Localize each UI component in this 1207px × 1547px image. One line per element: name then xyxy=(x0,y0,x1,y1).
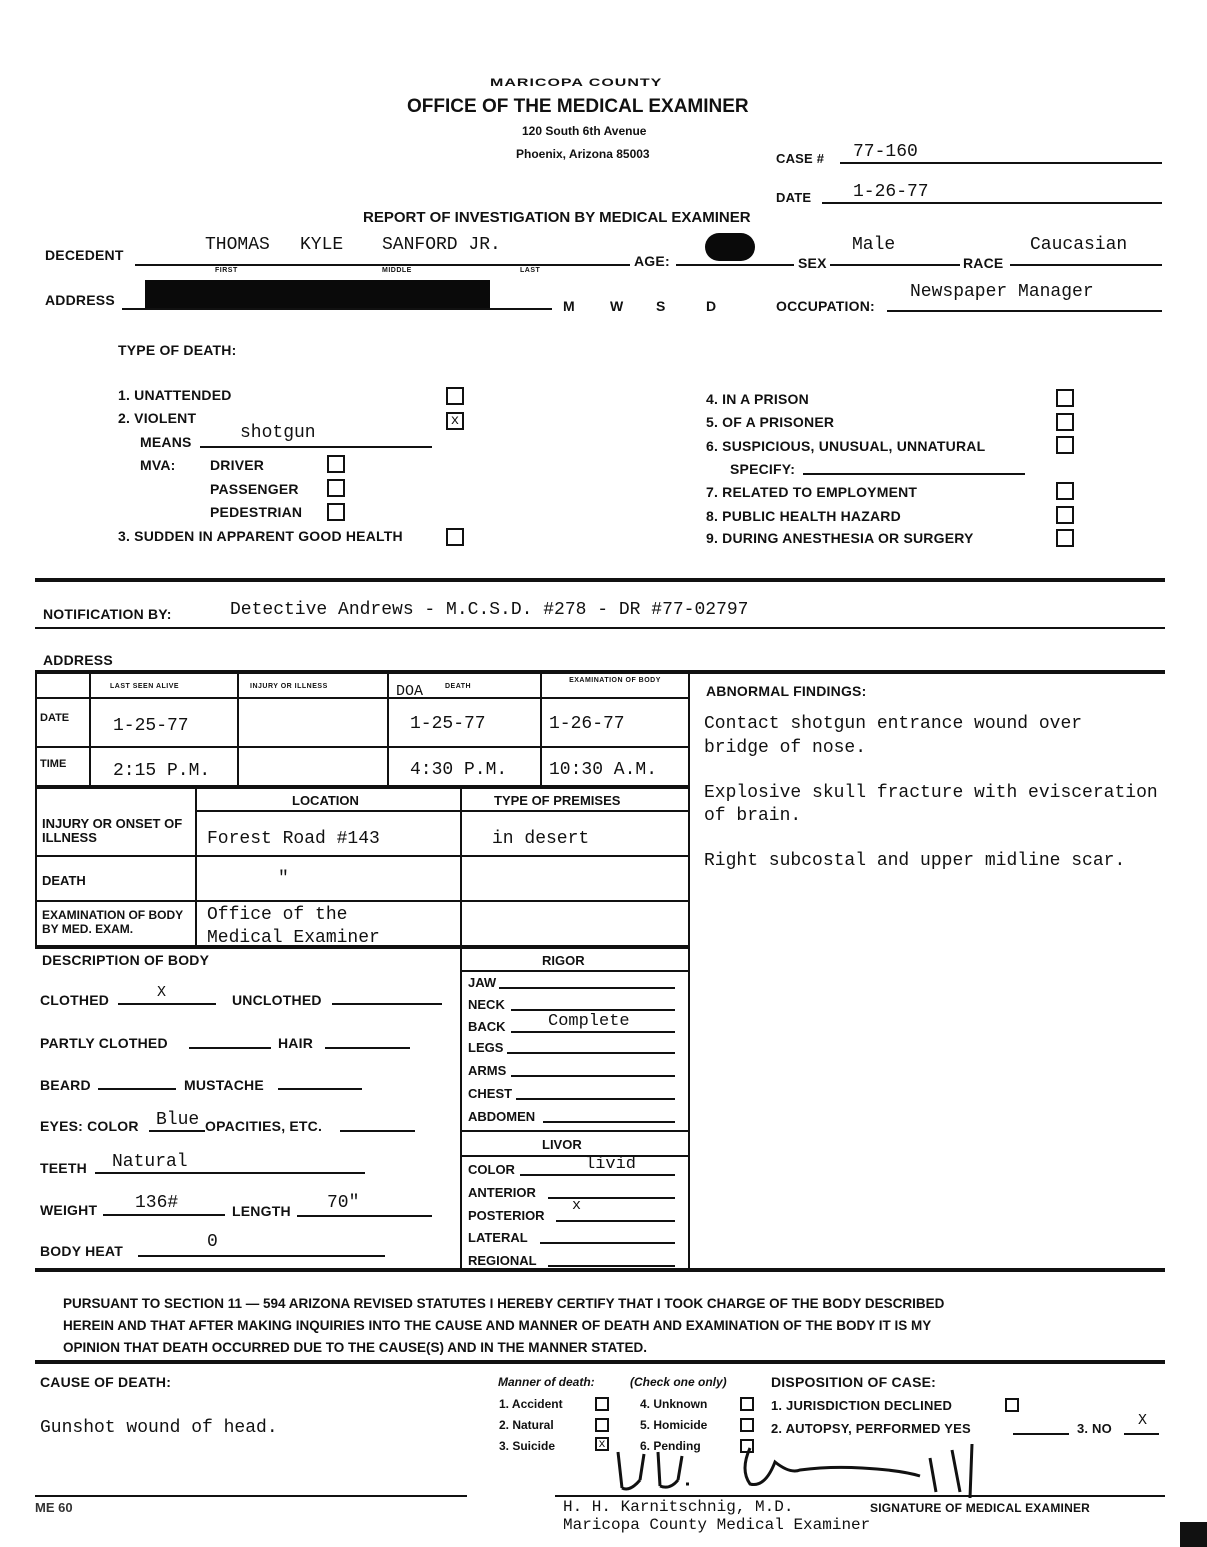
certification-line-1: PURSUANT TO SECTION 11 — 594 ARIZONA REVISED STATUTES I HEREBY CERTIFY THAT I TOOK CHARGE OF THE BODY DESCRIBED xyxy=(63,1296,945,1311)
manner-pending: 6. Pending xyxy=(640,1439,701,1453)
col-last-seen: LAST SEEN ALIVE xyxy=(110,683,180,690)
first-caption: FIRST xyxy=(215,267,238,274)
livor-title: LIVOR xyxy=(542,1137,582,1152)
death-location: " xyxy=(278,869,289,889)
driver-checkbox[interactable] xyxy=(327,455,345,473)
livor-color: COLOR xyxy=(468,1162,515,1177)
body-heat-label: BODY HEAT xyxy=(40,1243,123,1259)
report-date: 1-26-77 xyxy=(853,182,929,202)
address-redaction xyxy=(145,280,490,308)
type-employment: 7. RELATED TO EMPLOYMENT xyxy=(706,484,918,500)
manner-hint: (Check one only) xyxy=(630,1375,727,1389)
date-death: 1-25-77 xyxy=(410,714,486,734)
col-death: DEATH xyxy=(445,683,472,690)
manner-suicide: 3. Suicide xyxy=(499,1439,556,1453)
length-value: 70" xyxy=(327,1193,360,1213)
passenger-checkbox[interactable] xyxy=(327,479,345,497)
certification-line-3: OPINION THAT DEATH OCCURRED DUE TO THE CAUSE(S) AND IN THE MANNER STATED. xyxy=(63,1340,648,1355)
office-title: OFFICE OF THE MEDICAL EXAMINER xyxy=(407,96,749,117)
description-title: DESCRIPTION OF BODY xyxy=(42,952,210,968)
report-title: REPORT OF INVESTIGATION BY MEDICAL EXAMINER xyxy=(363,209,751,226)
office-city: Phoenix, Arizona 85003 xyxy=(516,147,650,161)
suicide-checkbox[interactable]: x xyxy=(595,1437,609,1451)
weight-label: WEIGHT xyxy=(40,1202,98,1218)
rigor-neck: NECK xyxy=(468,997,505,1012)
type-violent: 2. VIOLENT xyxy=(118,410,197,426)
specify-label: SPECIFY: xyxy=(730,461,796,477)
time-last-seen: 2:15 P.M. xyxy=(113,761,211,781)
office-street: 120 South 6th Avenue xyxy=(522,124,647,138)
case-label: CASE # xyxy=(776,151,825,166)
means-value: shotgun xyxy=(240,423,316,443)
rigor-back-value: Complete xyxy=(548,1012,630,1031)
mva-pedestrian: PEDESTRIAN xyxy=(210,504,303,520)
age-label: AGE: xyxy=(634,253,670,269)
date-exam: 1-26-77 xyxy=(549,714,625,734)
type-unattended: 1. UNATTENDED xyxy=(118,387,232,403)
corner-shadow xyxy=(1180,1522,1207,1547)
unknown-checkbox[interactable] xyxy=(740,1397,754,1411)
mva-label: MVA: xyxy=(140,457,176,473)
county-name: MARICOPA COUNTY xyxy=(490,76,663,89)
beard-label: BEARD xyxy=(40,1077,91,1093)
type-anesthesia: 9. DURING ANESTHESIA OR SURGERY xyxy=(706,530,974,546)
injury-location: Forest Road #143 xyxy=(207,829,380,849)
weight-value: 136# xyxy=(135,1193,179,1213)
manner-homicide: 5. Homicide xyxy=(640,1418,708,1432)
pedestrian-checkbox[interactable] xyxy=(327,503,345,521)
type-sudden: 3. SUDDEN IN APPARENT GOOD HEALTH xyxy=(118,528,403,544)
address-label: ADDRESS xyxy=(45,292,115,308)
disposition-no: 3. NO xyxy=(1077,1421,1112,1436)
declined-checkbox[interactable] xyxy=(1005,1398,1019,1412)
cause-label: CAUSE OF DEATH: xyxy=(40,1374,172,1390)
race-label: RACE xyxy=(963,255,1004,271)
marital-m: M xyxy=(563,298,575,314)
disposition-title: DISPOSITION OF CASE: xyxy=(771,1374,937,1390)
rigor-jaw: JAW xyxy=(468,975,497,990)
employment-checkbox[interactable] xyxy=(1056,482,1074,500)
livor-posterior-value: x xyxy=(572,1197,582,1214)
natural-checkbox[interactable] xyxy=(595,1418,609,1432)
of-prisoner-checkbox[interactable] xyxy=(1056,413,1074,431)
eyes-color-value: Blue xyxy=(156,1110,200,1130)
mustache-label: MUSTACHE xyxy=(184,1077,264,1093)
case-number: 77-160 xyxy=(853,142,918,162)
rigor-arms: ARMS xyxy=(468,1063,507,1078)
means-label: MEANS xyxy=(140,434,192,450)
body-heat-value: 0 xyxy=(207,1232,218,1252)
manner-natural: 2. Natural xyxy=(499,1418,554,1432)
livor-posterior: POSTERIOR xyxy=(468,1208,545,1223)
type-of-prisoner: 5. OF A PRISONER xyxy=(706,414,835,430)
sudden-checkbox[interactable] xyxy=(446,528,464,546)
opacities-label: OPACITIES, ETC. xyxy=(205,1118,323,1134)
unattended-checkbox[interactable] xyxy=(446,387,464,405)
violent-checkbox[interactable]: x xyxy=(446,412,464,430)
notification-address-label: ADDRESS xyxy=(43,652,113,668)
type-suspicious: 6. SUSPICIOUS, UNUSUAL, UNNATURAL xyxy=(706,438,986,454)
col-location: LOCATION xyxy=(292,793,359,808)
livor-lateral: LATERAL xyxy=(468,1230,528,1245)
livor-color-value: livid xyxy=(585,1155,637,1174)
time-death: 4:30 P.M. xyxy=(410,760,508,780)
anesthesia-checkbox[interactable] xyxy=(1056,529,1074,547)
partly-clothed-label: PARTLY CLOTHED xyxy=(40,1035,168,1051)
type-public-health: 8. PUBLIC HEALTH HAZARD xyxy=(706,508,901,524)
rigor-legs: LEGS xyxy=(468,1040,504,1055)
manner-accident: 1. Accident xyxy=(499,1397,563,1411)
marital-d: D xyxy=(706,298,717,314)
row-exam-label: EXAMINATION OF BODY BY MED. EXAM. xyxy=(42,908,183,936)
accident-checkbox[interactable] xyxy=(595,1397,609,1411)
col-premises: TYPE OF PREMISES xyxy=(494,793,621,808)
rigor-title: RIGOR xyxy=(542,953,585,968)
homicide-checkbox[interactable] xyxy=(740,1418,754,1432)
occupation-label: OCCUPATION: xyxy=(776,298,875,314)
rigor-back: BACK xyxy=(468,1019,506,1034)
manner-title: Manner of death: xyxy=(498,1375,595,1389)
decedent-last-name: SANFORD JR. xyxy=(382,235,501,255)
mva-passenger: PASSENGER xyxy=(210,481,299,497)
row-date-label: DATE xyxy=(40,712,70,724)
date-last-seen: 1-25-77 xyxy=(113,716,189,736)
rigor-abdomen: ABDOMEN xyxy=(468,1109,536,1124)
last-caption: LAST xyxy=(520,267,541,274)
livor-anterior: ANTERIOR xyxy=(468,1185,536,1200)
occupation-value: Newspaper Manager xyxy=(910,282,1094,302)
age-redaction xyxy=(705,233,755,261)
certification-line-2: HEREIN AND THAT AFTER MAKING INQUIRIES INTO THE CAUSE AND MANNER OF DEATH AND EXAMINATION OF THE BODY IT IS MY xyxy=(63,1318,932,1333)
cause-value: Gunshot wound of head. xyxy=(40,1418,278,1438)
examiner-title: Maricopa County Medical Examiner xyxy=(563,1516,871,1534)
row-death-label: DEATH xyxy=(42,873,86,888)
form-code: ME 60 xyxy=(35,1500,73,1515)
col-death-note: DOA xyxy=(396,683,424,700)
decedent-label: DECEDENT xyxy=(45,247,124,263)
notification-label: NOTIFICATION BY: xyxy=(43,606,172,622)
signature-scrawl xyxy=(600,1440,1000,1500)
sex-label: SEX xyxy=(798,255,827,271)
exam-location-line2: Medical Examiner xyxy=(207,928,380,946)
col-exam: EXAMINATION OF BODY xyxy=(569,677,661,684)
clothed-label: CLOTHED xyxy=(40,992,110,1008)
signature-label: SIGNATURE OF MEDICAL EXAMINER xyxy=(870,1501,1091,1515)
hair-label: HAIR xyxy=(278,1035,314,1051)
date-label: DATE xyxy=(776,190,812,205)
eyes-color-label: EYES: COLOR xyxy=(40,1118,139,1134)
finding-2-line-1: Explosive skull fracture with evisceration xyxy=(704,783,1158,803)
teeth-value: Natural xyxy=(112,1152,188,1172)
manner-unknown: 4. Unknown xyxy=(640,1397,708,1411)
finding-1-line-1: Contact shotgun entrance wound over xyxy=(704,714,1083,734)
finding-2-line-2: of brain. xyxy=(704,806,802,826)
livor-regional: REGIONAL xyxy=(468,1253,537,1268)
notification-value: Detective Andrews - M.C.S.D. #278 - DR #77-02797 xyxy=(230,600,749,620)
teeth-label: TEETH xyxy=(40,1160,87,1176)
disposition-no-value: X xyxy=(1138,1412,1148,1429)
examiner-name: H. H. Karnitschnig, M.D. xyxy=(563,1498,794,1516)
suspicious-checkbox[interactable] xyxy=(1056,436,1074,454)
disposition-declined: 1. JURISDICTION DECLINED xyxy=(771,1398,953,1413)
unclothed-label: UNCLOTHED xyxy=(232,992,322,1008)
clothed-value: X xyxy=(157,984,167,1001)
decedent-middle-name: KYLE xyxy=(300,235,344,255)
col-injury: INJURY OR ILLNESS xyxy=(250,683,328,690)
disposition-autopsy: 2. AUTOPSY, PERFORMED YES xyxy=(771,1421,971,1436)
exam-location-line1: Office of the xyxy=(207,905,348,925)
finding-1-line-2: bridge of nose. xyxy=(704,738,867,758)
marital-s: S xyxy=(656,298,666,314)
mva-driver: DRIVER xyxy=(210,457,265,473)
type-of-death-title: TYPE OF DEATH: xyxy=(118,342,237,358)
sex-value: Male xyxy=(852,235,896,255)
race-value: Caucasian xyxy=(1030,235,1128,255)
type-in-prison: 4. IN A PRISON xyxy=(706,391,809,407)
injury-premises: in desert xyxy=(492,829,590,849)
in-prison-checkbox[interactable] xyxy=(1056,389,1074,407)
finding-3-line-1: Right subcostal and upper midline scar. xyxy=(704,851,1126,871)
marital-w: W xyxy=(610,298,624,314)
decedent-first-name: THOMAS xyxy=(205,235,270,255)
length-label: LENGTH xyxy=(232,1203,291,1219)
row-injury-label: INJURY OR ONSET OF ILLNESS xyxy=(42,816,183,845)
middle-caption: MIDDLE xyxy=(382,267,412,274)
findings-title: ABNORMAL FINDINGS: xyxy=(706,683,867,699)
rigor-chest: CHEST xyxy=(468,1086,513,1101)
public-health-checkbox[interactable] xyxy=(1056,506,1074,524)
time-exam: 10:30 A.M. xyxy=(549,760,658,780)
row-time-label: TIME xyxy=(40,758,67,770)
